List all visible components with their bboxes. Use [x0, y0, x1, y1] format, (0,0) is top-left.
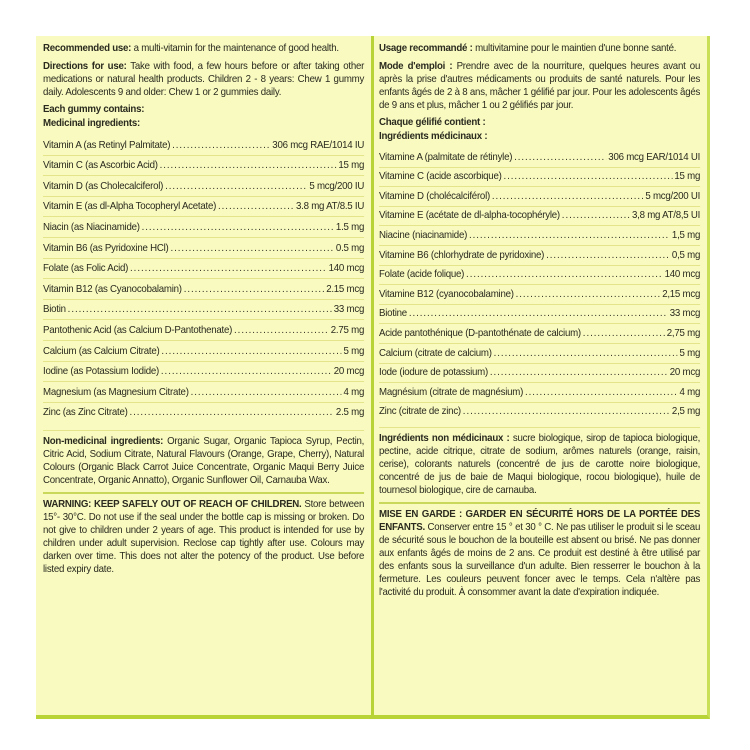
non-medicinal-ingredients	[379, 427, 700, 497]
ingredient-name: Vitamine D (cholécalciférol)	[379, 190, 490, 202]
ingredient-row	[379, 304, 700, 324]
leader-dots	[516, 288, 661, 301]
recommended-use-label: Usage recommandé :	[379, 43, 473, 54]
warning-text: Conserver entre 15 ° et 30 ° C. Ne pas utiliser le produit si le sceau de sécurité sous le bouchon de la bouteille est absent ou brisé. Ne pas donner aux enfants âgés de moins de 2 ans. Ce produit est destiné à être utilisé par des enfants sous la surveillance d'un adulte. Bien resserrer le bouchon à la fermeture. Les couleurs peuvent foncer avec le temps. Cela n'altère pas l'activité du produit. À consommer avant la date d'expiration indiquée.	[379, 522, 701, 599]
ingredient-row	[43, 340, 364, 361]
leader-dots	[191, 386, 342, 399]
ingredient-amount: 140 mcg	[328, 263, 365, 275]
leader-dots	[165, 180, 307, 193]
ingredient-row	[43, 361, 364, 382]
directions-for-use	[43, 60, 364, 99]
ingredient-row	[43, 278, 364, 299]
ingredient-amount: 140 mcg	[664, 269, 701, 281]
ingredient-row	[379, 323, 700, 343]
leader-dots	[218, 200, 294, 213]
label-panel	[36, 36, 710, 719]
leader-dots	[494, 347, 678, 360]
column-divider	[371, 36, 374, 715]
ingredient-row	[43, 175, 364, 196]
ingredient-name: Vitamine E (acétate de dl-alpha-tocophéryle)	[379, 210, 560, 222]
medicinal-ingredients-heading: Ingrédients médicinaux :	[379, 131, 488, 142]
ingredient-row	[379, 225, 700, 245]
ingredient-amount: 1,5 mg	[671, 229, 701, 241]
ingredient-row	[43, 319, 364, 340]
ingredient-row	[379, 363, 700, 383]
medicinal-ingredients-table	[379, 147, 700, 421]
ingredient-row	[43, 134, 364, 155]
ingredient-name: Vitamin C (as Ascorbic Acid)	[43, 160, 158, 172]
leader-dots	[142, 221, 334, 234]
ingredient-row	[43, 237, 364, 258]
leader-dots	[514, 151, 606, 164]
leader-dots	[463, 405, 670, 418]
ingredient-name: Zinc (as Zinc Citrate)	[43, 407, 128, 419]
recommended-use-text: multivitamine pour le maintien d'une bonne santé.	[472, 43, 677, 54]
directions-text: Take with food, a few hours before or after taking other medications or natural health products. Children 2 - 8 years: Chew 1 gummy daily. Adolescents 9 and older: Chew 1 or 2 gummies daily.	[43, 61, 365, 98]
leader-dots	[161, 365, 332, 378]
french-column	[379, 42, 700, 604]
leader-dots	[172, 139, 270, 152]
leader-dots	[130, 262, 327, 275]
ingredient-row	[43, 402, 364, 423]
ingredient-amount: 20 mcg	[333, 366, 365, 378]
ingredient-name: Vitamin D (as Cholecalciferol)	[43, 180, 164, 192]
leader-dots	[546, 249, 670, 262]
ingredient-name: Biotine	[379, 308, 407, 320]
ingredient-row	[379, 343, 700, 363]
ingredient-amount: 5 mg	[679, 347, 701, 359]
ingredient-name: Calcium (as Calcium Citrate)	[43, 345, 160, 357]
recommended-use-label: Recommended use:	[43, 43, 132, 54]
ingredient-name: Niacin (as Niacinamide)	[43, 221, 140, 233]
ingredient-name: Vitamin A (as Retinyl Palmitate)	[43, 139, 171, 151]
leader-dots	[409, 307, 668, 320]
ingredient-name: Vitamin B12 (as Cyanocobalamin)	[43, 283, 182, 295]
ingredient-name: Folate (as Folic Acid)	[43, 263, 129, 275]
ingredient-row	[43, 196, 364, 217]
leader-dots	[466, 268, 663, 281]
ingredient-name: Magnesium (as Magnesium Citrate)	[43, 386, 189, 398]
leader-dots	[583, 327, 665, 340]
ingredient-name: Vitamin E (as dl-Alpha Tocopheryl Acetate)	[43, 201, 217, 213]
ingredient-amount: 33 mcg	[669, 308, 701, 320]
ingredient-amount: 1.5 mg	[335, 221, 365, 233]
ingredient-amount: 5 mg	[343, 345, 365, 357]
ingredient-row	[379, 147, 700, 167]
leader-dots	[184, 283, 325, 296]
recommended-use-text: a multi-vitamin for the maintenance of good health.	[131, 43, 339, 54]
directions-for-use	[379, 60, 700, 112]
ingredient-amount: 2,15 mcg	[662, 288, 701, 300]
non-medicinal-text: Organic Sugar, Organic Tapioca Syrup, Pectin, Citric Acid, Sodium Citrate, Natural Flavours (Orange, Grape, Cherry), Natural Colours (Organic Black Carrot Juice Concentrate, Organic Maqui Berry Juice Concentrate, Organic Annatto), Organic Sunflower Oil, Carnauba Wax.	[43, 436, 365, 487]
ingredient-amount: 4 mg	[679, 386, 701, 398]
ingredient-amount: 2.75 mg	[330, 324, 365, 336]
ingredient-name: Vitamine C (acide ascorbique)	[379, 171, 502, 183]
medicinal-ingredients-table	[43, 134, 364, 422]
leader-dots	[68, 303, 332, 316]
ingredient-name: Vitamin B6 (as Pyridoxine HCl)	[43, 242, 169, 254]
non-medicinal-label: Ingrédients non médicinaux :	[379, 433, 510, 445]
leader-dots	[492, 190, 644, 203]
ingredient-name: Iode (iodure de potassium)	[379, 367, 488, 379]
ingredient-row	[43, 155, 364, 176]
ingredient-amount: 2.15 mcg	[326, 283, 365, 295]
ingredient-amount: 5 mcg/200 IU	[309, 180, 365, 192]
leader-dots	[170, 242, 334, 255]
ingredient-amount: 0,5 mg	[671, 249, 701, 261]
ingredient-name: Calcium (citrate de calcium)	[379, 347, 492, 359]
ingredient-row	[43, 299, 364, 320]
directions-label: Mode d'emploi :	[379, 61, 453, 72]
leader-dots	[490, 366, 668, 379]
ingredient-row	[379, 265, 700, 285]
warning-section	[43, 492, 364, 576]
ingredient-row	[379, 245, 700, 265]
ingredient-row	[379, 167, 700, 187]
ingredient-amount: 306 mcg EAR/1014 UI	[608, 151, 701, 163]
ingredient-row	[379, 284, 700, 304]
ingredient-name: Magnésium (citrate de magnésium)	[379, 386, 524, 398]
medicinal-ingredients-heading: Medicinal ingredients:	[43, 118, 140, 129]
ingredient-name: Vitamine A (palmitate de rétinyle)	[379, 151, 513, 163]
warning-label: MISE EN GARDE : GARDER EN SÉCURITÉ HORS DE LA PORTÉE DES ENFANTS.	[379, 509, 701, 534]
warning-label: WARNING: KEEP SAFELY OUT OF REACH OF CHILDREN.	[43, 499, 302, 511]
warning-section	[379, 502, 700, 599]
recommended-use	[379, 42, 700, 55]
ingredient-amount: 33 mcg	[333, 304, 365, 316]
ingredient-row	[379, 206, 700, 226]
ingredient-name: Vitamine B12 (cyanocobalamine)	[379, 288, 514, 300]
ingredient-amount: 3,8 mg AT/8,5 UI	[631, 210, 701, 222]
ingredient-amount: 5 mcg/200 UI	[645, 190, 701, 202]
non-medicinal-text: sucre biologique, sirop de tapioca biologique, pectine, acide citrique, citrate de sodium, arômes naturels (orange, raisin, cerise), colorants naturels (concentré de jus de carotte noire biologique, concentré de jus de baie de Maqui biologique, rocou biologique), huile de tournesol biologique, cire de carnauba.	[379, 433, 701, 497]
ingredient-name: Niacine (niacinamide)	[379, 229, 468, 241]
ingredient-amount: 2,75 mg	[666, 327, 701, 339]
recommended-use	[43, 42, 364, 55]
ingredient-name: Pantothenic Acid (as Calcium D-Pantothenate)	[43, 324, 233, 336]
ingredient-name: Folate (acide folique)	[379, 269, 465, 281]
leader-dots	[160, 159, 337, 172]
ingredient-amount: 0.5 mg	[335, 242, 365, 254]
ingredient-amount: 306 mcg RAE/1014 IU	[272, 139, 365, 151]
ingredient-amount: 3.8 mg AT/8.5 IU	[295, 201, 365, 213]
ingredient-row	[43, 216, 364, 237]
directions-label: Directions for use:	[43, 61, 127, 72]
each-gummy-heading: Chaque gélifié contient :	[379, 117, 486, 128]
ingredient-amount: 2.5 mg	[335, 407, 365, 419]
ingredient-amount: 15 mg	[338, 160, 365, 172]
ingredient-amount: 4 mg	[343, 386, 365, 398]
ingredient-name: Acide pantothénique (D-pantothénate de calcium)	[379, 327, 581, 339]
ingredient-row	[43, 381, 364, 402]
ingredient-name: Vitamine B6 (chlorhydrate de pyridoxine)	[379, 249, 545, 261]
non-medicinal-ingredients	[43, 430, 364, 487]
leader-dots	[234, 324, 329, 337]
directions-text: Prendre avec de la nourriture, quelques heures avant ou après la prise d'autres médicaments ou produits de santé naturels. Pour les enfants âgés de 2 à 8 ans, mâcher 1 gélifié par jour. Pour les adolescents âgés de 9 ans et plus, mâcher 1 ou 2 gélifiés par jour.	[379, 61, 701, 111]
ingredient-amount: 15 mg	[674, 171, 701, 183]
ingredient-row	[379, 402, 700, 422]
english-column	[43, 42, 364, 581]
leader-dots	[562, 209, 630, 222]
warning-text: Store between 15°- 30°C. Do not use if the seal under the bottle cap is missing or broken. Do not give to children under 2 years of age. This product is intended for use by children under adult supervision. Reclose cap tightly after use. Colours may darken over time. This does not alter the potency of the product. Use before listed expiry date.	[43, 499, 365, 576]
ingredient-name: Biotin	[43, 304, 66, 316]
ingredient-amount: 20 mcg	[669, 367, 701, 379]
ingredient-row	[43, 258, 364, 279]
leader-dots	[525, 386, 678, 399]
ingredient-amount: 2,5 mg	[671, 406, 701, 418]
ingredient-name: Zinc (citrate de zinc)	[379, 406, 461, 418]
leader-dots	[469, 229, 670, 242]
each-gummy-heading: Each gummy contains:	[43, 104, 145, 115]
ingredient-row	[379, 382, 700, 402]
leader-dots	[503, 170, 672, 183]
ingredient-name: Iodine (as Potassium Iodide)	[43, 366, 160, 378]
leader-dots	[129, 406, 334, 419]
leader-dots	[161, 345, 341, 358]
ingredient-row	[379, 186, 700, 206]
non-medicinal-label: Non-medicinal ingredients:	[43, 436, 164, 448]
